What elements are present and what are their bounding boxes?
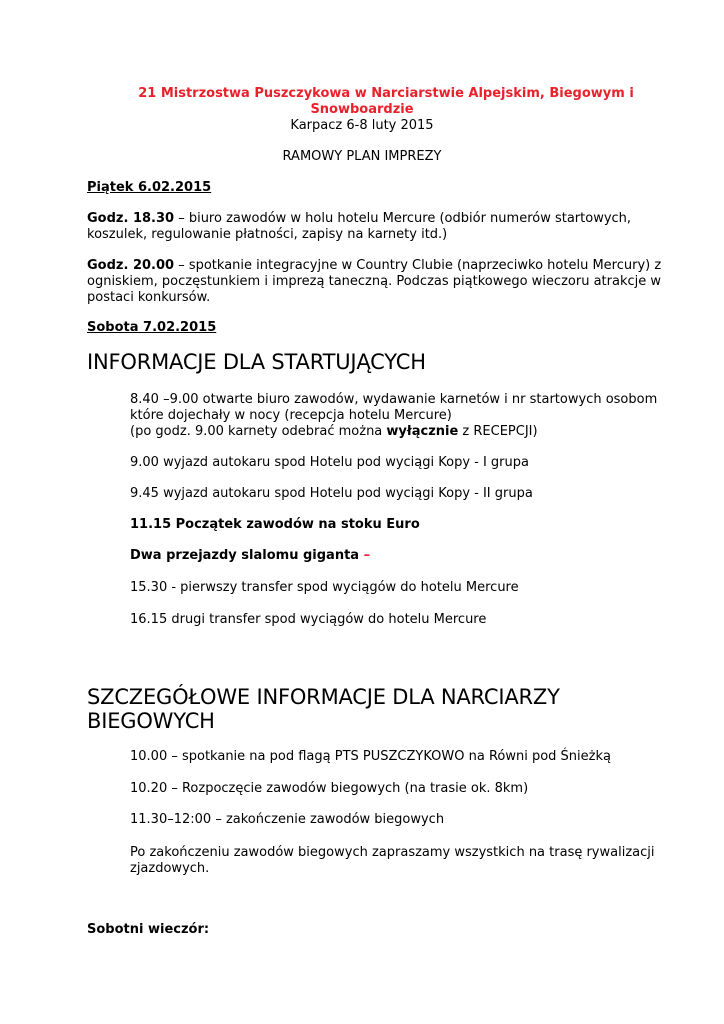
starters-item-7: 16.15 drugi transfer spod wyciągów do hotelu Mercure — [130, 612, 487, 627]
starters-note-bold: wyłącznie — [386, 424, 459, 439]
starters-item-1-line-1: 8.40 –9.00 otwarte biuro zawodów, wydawanie karnetów i nr startowych osobom — [130, 392, 658, 407]
friday-item-2-text: – spotkanie integracyjne w Country Clubie (naprzeciwko hotelu Mercury) z — [174, 258, 662, 273]
giant-slalom-dash: – — [363, 548, 371, 563]
starters-item-2: 9.00 wyjazd autokaru spod Hotelu pod wyciągi Kopy - I grupa — [130, 455, 529, 470]
starters-item-5 — [130, 548, 370, 565]
starters-note-c: z RECEPCJI) — [458, 424, 538, 439]
crosscountry-heading-line-2: BIEGOWYCH — [87, 709, 215, 733]
starters-item-6: 15.30 - pierwszy transfer spod wyciągów do hotelu Mercure — [130, 580, 519, 595]
title-line-1: 21 Mistrzostwa Puszczykowa w Narciarstwie Alpejskim, Biegowym i — [138, 86, 634, 101]
crosscountry-heading-line-1: SZCZEGÓŁOWE INFORMACJE DLA NARCIARZY — [87, 685, 560, 709]
starters-item-4: 11.15 Początek zawodów na stoku Euro — [130, 517, 420, 532]
friday-heading: Piątek 6.02.2015 — [87, 180, 212, 195]
crosscountry-item-1: 10.00 – spotkanie na pod flagą PTS PUSZCZYKOWO na Równi pod Śnieżką — [130, 749, 611, 764]
friday-item-2 — [87, 258, 661, 275]
starters-item-1-line-3 — [130, 424, 538, 441]
friday-item-1 — [87, 211, 631, 228]
crosscountry-item-4-line-2: zjazdowych. — [130, 861, 210, 876]
plan-heading: RAMOWY PLAN IMPREZY — [282, 149, 442, 164]
friday-item-1-text: – biuro zawodów w holu hotelu Mercure (odbiór numerów startowych, — [174, 211, 632, 226]
location-date: Karpacz 6-8 luty 2015 — [290, 118, 434, 133]
crosscountry-item-2: 10.20 – Rozpoczęcie zawodów biegowych (na trasie ok. 8km) — [130, 781, 529, 796]
friday-item-1-line-2: koszulek, regulowanie płatności, zapisy na karnety itd.) — [87, 227, 448, 242]
saturday-heading: Sobota 7.02.2015 — [87, 320, 217, 335]
title-line-2: Snowboardzie — [310, 102, 414, 117]
starters-item-3: 9.45 wyjazd autokaru spod Hotelu pod wyciągi Kopy - II grupa — [130, 486, 533, 501]
friday-item-2-line-2: ogniskiem, poczęstunkiem i imprezą taneczną. Podczas piątkowego wieczoru atrakcje w — [87, 274, 661, 289]
friday-item-1-time: Godz. 18.30 — [87, 211, 175, 226]
evening-heading: Sobotni wieczór: — [87, 922, 210, 937]
starters-note-a: (po godz. 9.00 karnety odebrać można — [130, 424, 387, 439]
crosscountry-item-4-line-1: Po zakończeniu zawodów biegowych zapraszamy wszystkich na trasę rywalizacji — [130, 845, 655, 860]
crosscountry-item-3: 11.30–12:00 – zakończenie zawodów biegowych — [130, 812, 445, 827]
giant-slalom-text: Dwa przejazdy slalomu giganta — [130, 548, 364, 563]
friday-item-2-time: Godz. 20.00 — [87, 258, 175, 273]
document-title — [0, 86, 724, 118]
starters-heading: INFORMACJE DLA STARTUJĄCYCH — [87, 350, 426, 374]
friday-item-2-line-3: postaci konkursów. — [87, 290, 211, 305]
starters-item-1-line-2: które dojechały w nocy (recepcja hotelu Mercure) — [130, 408, 452, 423]
